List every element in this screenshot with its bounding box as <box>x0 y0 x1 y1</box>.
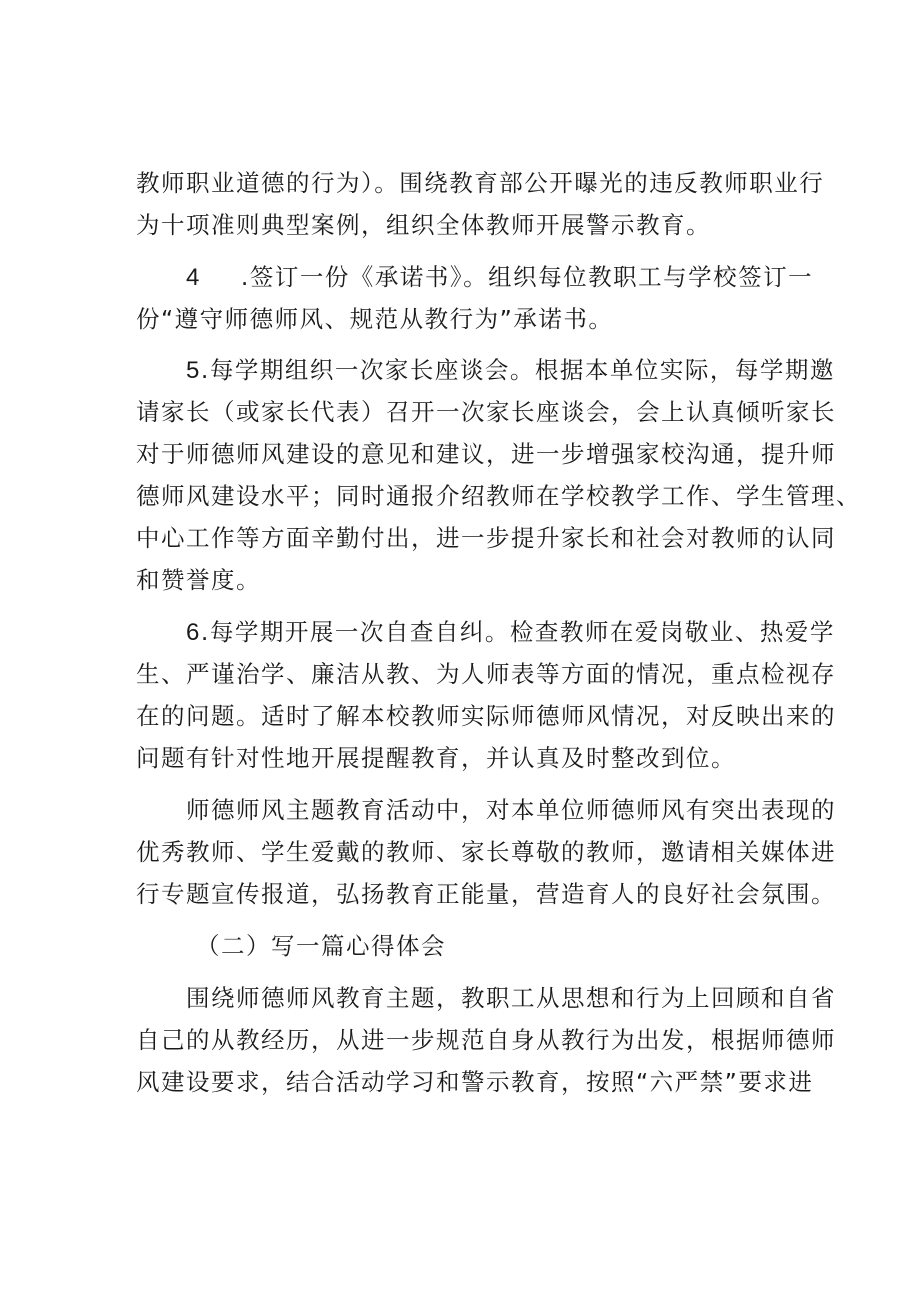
text-line: 和赞誉度。 <box>136 566 261 594</box>
text-line: 风建设要求，结合活动学习和警示教育，按照“六严禁”要求进 <box>136 1068 814 1096</box>
item-text: .每学期开展一次自查自纠。检查教师在爱岗敬业、热爱学 <box>200 618 835 646</box>
item-5-line <box>186 355 835 386</box>
item-number: 4 <box>186 264 201 291</box>
item-number: 6 <box>186 619 201 646</box>
item-4-line <box>186 262 813 293</box>
item-6-line <box>186 617 835 648</box>
text-line: 优秀教师、学生爱戴的教师、家长尊敬的教师，邀请相关媒体进 <box>136 838 836 866</box>
text-line: 行专题宣传报道，弘扬教育正能量，营造育人的良好社会氛围。 <box>136 880 836 908</box>
text-line: 在的问题。适时了解本校教师实际师德师风情况，对反映出来的 <box>136 702 836 730</box>
text-line: 教师职业道德的行为）。围绕教育部公开曝光的违反教师职业行 <box>136 169 825 197</box>
text-line: 围绕师德师风教育主题，教职工从思想和行为上回顾和自省 <box>186 984 836 1012</box>
text-line: 份“遵守师德师风、规范从教行为”承诺书。 <box>136 305 614 333</box>
text-line: 请家长（或家长代表）召开一次家长座谈会，会上认真倾听家长 <box>136 398 836 426</box>
item-number: 5 <box>186 357 201 384</box>
text-line: 为十项准则典型案例，组织全体教师开展警示教育。 <box>136 211 711 239</box>
text-line: 师德师风主题教育活动中，对本单位师德师风有突出表现的 <box>186 796 836 824</box>
text-line: 自己的从教经历，从进一步规范自身从教行为出发，根据师德师 <box>136 1026 836 1054</box>
item-text: .每学期组织一次家长座谈会。根据本单位实际，每学期邀 <box>200 356 835 384</box>
section-heading: （二）写一篇心得体会 <box>196 932 446 960</box>
text-line: 德师风建设水平；同时通报介绍教师在学校教学工作、学生管理、 <box>136 482 861 510</box>
text-line: 对于师德师风建设的意见和建议，进一步增强家校沟通，提升师 <box>136 440 836 468</box>
text-line: 中心工作等方面辛勤付出，进一步提升家长和社会对教师的认同 <box>136 524 836 552</box>
item-text: .签订一份《承诺书》。组织每位教职工与学校签订一 <box>240 263 814 291</box>
text-line: 问题有针对性地开展提醒教育，并认真及时整改到位。 <box>136 744 736 772</box>
text-line: 生、严谨治学、廉洁从教、为人师表等方面的情况，重点检视存 <box>136 660 836 688</box>
